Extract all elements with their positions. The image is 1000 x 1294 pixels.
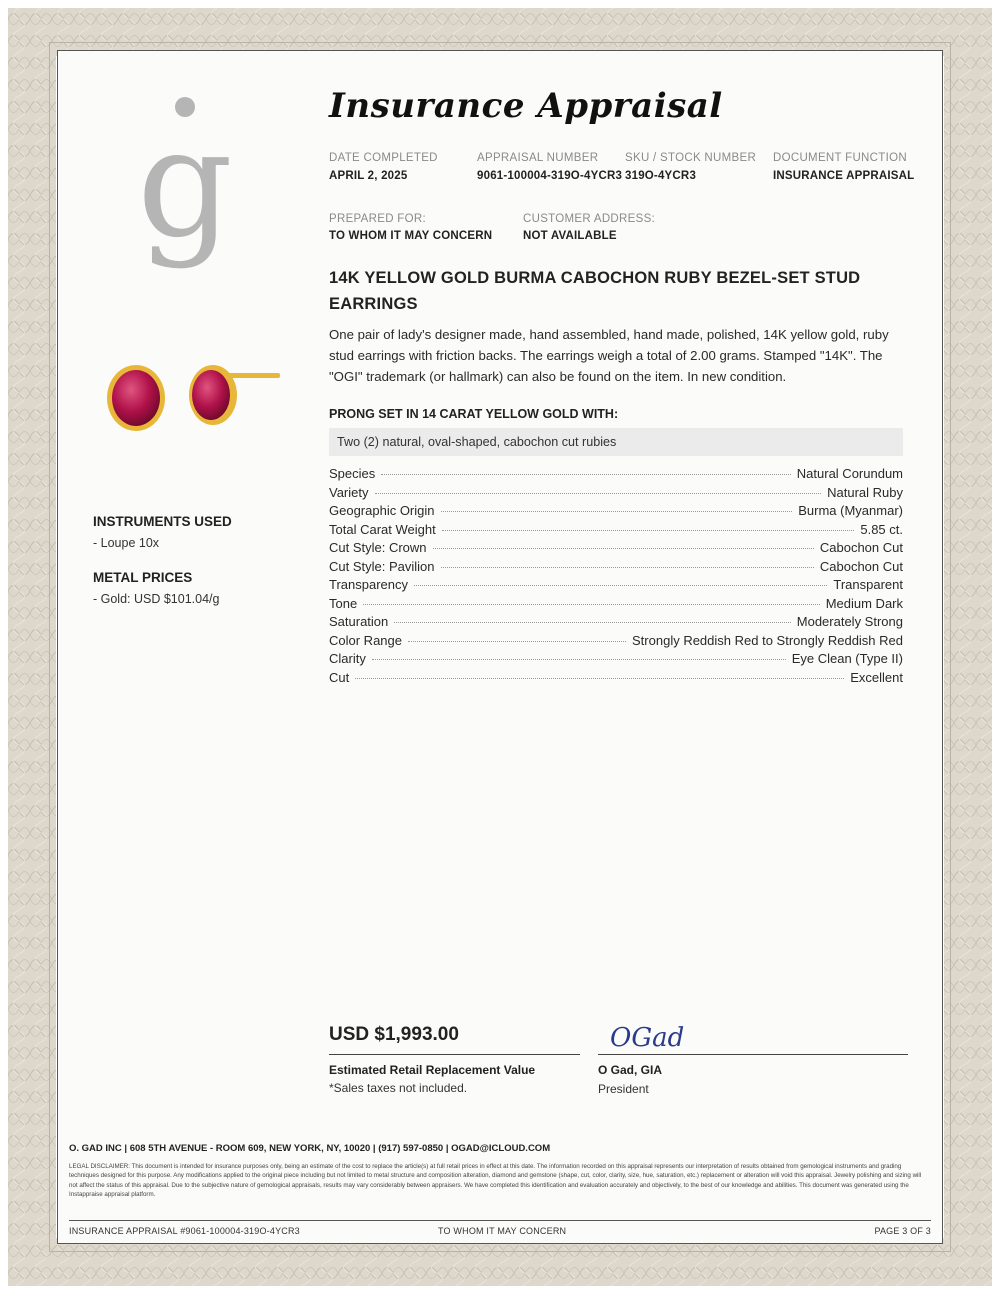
spec-value: Natural Ruby bbox=[827, 484, 903, 500]
signature-divider bbox=[598, 1054, 908, 1055]
prepared-for-label: PREPARED FOR: bbox=[329, 213, 426, 225]
date-label: DATE COMPLETED bbox=[329, 152, 438, 164]
spec-label: Transparency bbox=[329, 577, 408, 592]
logo-letter: g bbox=[136, 97, 234, 271]
footer-appraisal-number: INSURANCE APPRAISAL #9061-100004-319O-4YCR3 bbox=[69, 1226, 300, 1236]
signer-title: President bbox=[598, 1082, 649, 1096]
spec-value: Excellent bbox=[850, 669, 903, 685]
metal-prices-heading: METAL PRICES bbox=[93, 570, 193, 585]
spec-label: Tone bbox=[329, 595, 358, 611]
spec-row bbox=[329, 651, 903, 670]
spec-value: Medium Dark bbox=[825, 595, 903, 611]
spec-row bbox=[329, 559, 903, 578]
spec-label: Clarity bbox=[329, 651, 366, 666]
spec-label: Species bbox=[329, 466, 376, 481]
appraisal-number-value: 9061-100004-319O-4YCR3 bbox=[477, 170, 623, 182]
instruments-heading: INSTRUMENTS USED bbox=[93, 514, 232, 529]
setting-heading: PRONG SET IN 14 CARAT YELLOW GOLD WITH: bbox=[329, 407, 619, 421]
company-logo bbox=[135, 95, 235, 275]
spec-value: Transparent bbox=[833, 577, 903, 592]
document-function-value: INSURANCE APPRAISAL bbox=[773, 170, 915, 182]
spec-label: Cut Style: Pavilion bbox=[329, 558, 435, 574]
spec-row bbox=[329, 522, 903, 541]
item-description: One pair of lady's designer made, hand assembled, hand made, polished, 14K yellow gold, ruby stud earrings with friction backs. The earrings weigh a total of 2.00 grams. Stamped "14K". The "OGI" trademark (or hallmark) can also be found on the item. In new condition. bbox=[329, 327, 889, 384]
spec-row bbox=[329, 540, 903, 559]
specs-list bbox=[329, 466, 903, 688]
document-function-label: DOCUMENT FUNCTION bbox=[773, 152, 907, 164]
metal-price-item: - Gold: USD $101.04/g bbox=[93, 592, 220, 606]
sku-label: SKU / STOCK NUMBER bbox=[625, 152, 757, 164]
customer-address-value: NOT AVAILABLE bbox=[523, 230, 617, 242]
spec-value: Cabochon Cut bbox=[819, 558, 903, 574]
spec-row bbox=[329, 466, 903, 485]
spec-row bbox=[329, 485, 903, 504]
spec-row bbox=[329, 503, 903, 522]
spec-row bbox=[329, 670, 903, 689]
date-value: APRIL 2, 2025 bbox=[329, 170, 408, 182]
footer-divider bbox=[69, 1220, 931, 1221]
spec-label: Color Range bbox=[329, 632, 402, 648]
sku-value: 319O-4YCR3 bbox=[625, 170, 697, 182]
spec-label: Saturation bbox=[329, 614, 389, 629]
spec-label: Total Carat Weight bbox=[329, 521, 436, 537]
customer-address-label: CUSTOMER ADDRESS: bbox=[523, 213, 656, 225]
replacement-value: USD $1,993.00 bbox=[329, 1024, 459, 1045]
spec-row bbox=[329, 577, 903, 596]
spec-value: Natural Corundum bbox=[796, 466, 903, 481]
spec-value: Eye Clean (Type II) bbox=[791, 651, 903, 666]
prepared-for-value: TO WHOM IT MAY CONCERN bbox=[329, 230, 493, 242]
spec-label: Variety bbox=[329, 484, 369, 500]
signature-script: OGad bbox=[610, 1023, 685, 1053]
spec-row bbox=[329, 614, 903, 633]
signature bbox=[605, 1016, 695, 1056]
footer-recipient: TO WHOM IT MAY CONCERN bbox=[438, 1226, 567, 1236]
spec-value: Moderately Strong bbox=[796, 614, 903, 629]
legal-disclaimer: LEGAL DISCLAIMER: This document is intended for insurance purposes only, being an estimate of the cost to replace the article(s) at full retail prices in effect at this date. The information recorded on this appraisal represents our interpretation of results obtained from gemological instruments and grading techniques designed for this purpose. Any modifications applied to the original piece including but not limited to metal structure and composition alteration, diamond and gemstone (shape, cut, color, clarity, size, hue, saturation, etc.) replacement or alteration will void this appraisal. Jewelry polishing and sizing will not affect the status of this appraisal. Due to the subjective nature of gemological appraisals, results may vary considerably between appraisers. We have completed this identification and evaluation accurately and objectively, to the best of our knowledge and abilities. This document was generated using the Instappraise appraisal platform. bbox=[69, 1163, 922, 1199]
company-info: O. GAD INC | 608 5TH AVENUE - ROOM 609, NEW YORK, NY, 10020 | (917) 597-0850 | OGAD@ICLOUD.COM bbox=[69, 1143, 551, 1154]
item-title: 14K YELLOW GOLD BURMA CABOCHON RUBY BEZEL-SET STUD EARRINGS bbox=[329, 269, 861, 313]
footer-page-number: PAGE 3 OF 3 bbox=[874, 1226, 931, 1236]
replacement-value-label: Estimated Retail Replacement Value bbox=[329, 1063, 536, 1077]
appraisal-number-label: APPRAISAL NUMBER bbox=[477, 152, 599, 164]
spec-label: Cut Style: Crown bbox=[329, 540, 427, 555]
earrings-image bbox=[95, 340, 280, 460]
signer-name: O Gad, GIA bbox=[598, 1063, 663, 1077]
spec-label: Geographic Origin bbox=[329, 503, 435, 518]
spec-row bbox=[329, 596, 903, 615]
price-divider bbox=[329, 1054, 580, 1055]
document-title: Insurance Appraisal bbox=[329, 86, 723, 126]
spec-value: Strongly Reddish Red to Strongly Reddish Red bbox=[632, 632, 903, 648]
spec-value: Burma (Myanmar) bbox=[798, 503, 903, 518]
spec-label: Cut bbox=[329, 669, 350, 685]
instruments-item: - Loupe 10x bbox=[93, 536, 160, 550]
stone-summary: Two (2) natural, oval-shaped, cabochon cut rubies bbox=[329, 428, 903, 456]
spec-value: 5.85 ct. bbox=[860, 521, 903, 537]
spec-row bbox=[329, 633, 903, 652]
spec-value: Cabochon Cut bbox=[819, 540, 903, 555]
tax-note: *Sales taxes not included. bbox=[329, 1081, 468, 1095]
